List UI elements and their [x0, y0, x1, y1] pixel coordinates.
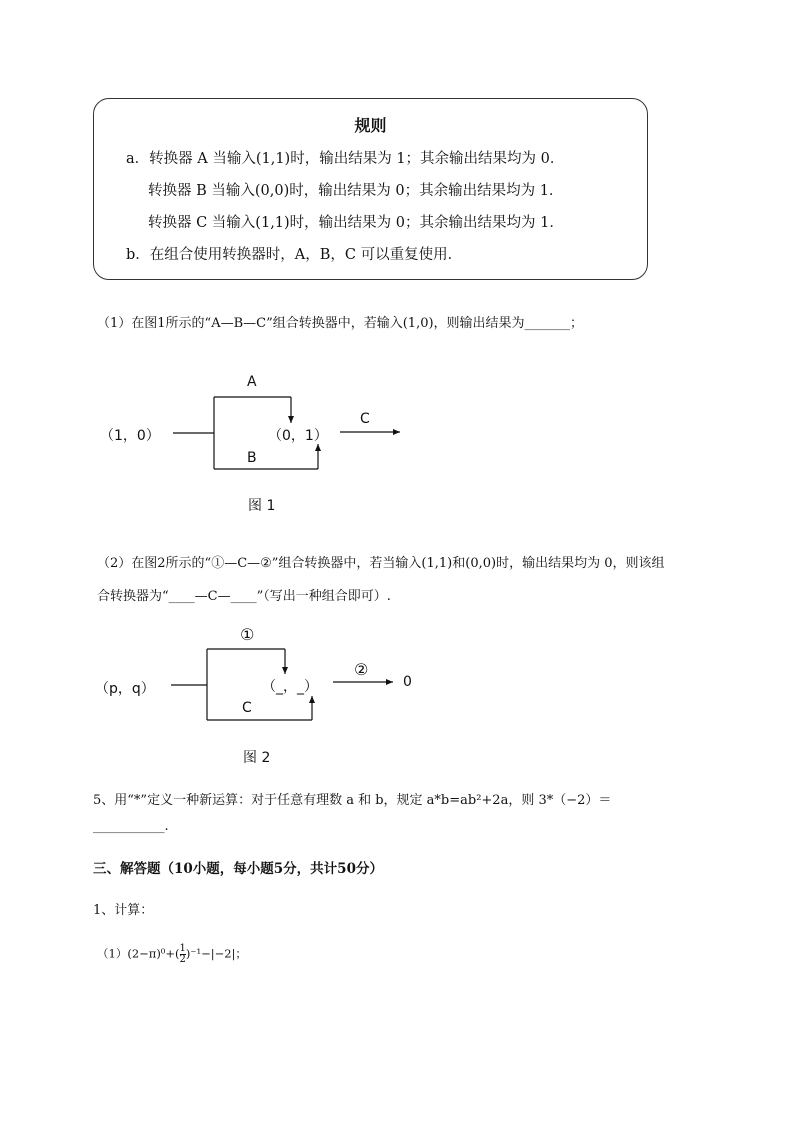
- figure-2-top-label: ①: [240, 625, 255, 644]
- figure-2-output-label: ②: [354, 660, 369, 679]
- part-1-prefix: （1）: [97, 946, 128, 961]
- figure-2-middle: （_，_）: [262, 679, 318, 695]
- expression-part-b: )⁻¹−|−2|；: [185, 946, 247, 961]
- expression-part-a: (2−π)⁰+(: [127, 946, 180, 961]
- rule-a-converter-b: 转换器 B 当输入(0,0)时，输出结果为 0；其余输出结果均为 1．: [148, 183, 564, 199]
- fraction-denominator: 2: [179, 954, 186, 965]
- figure-2-bottom-label: C: [242, 700, 252, 716]
- figure-2-input: （p，q）: [95, 681, 155, 697]
- figure-1-input: （1，0）: [100, 428, 160, 444]
- section-3-question-1: 1、计算：: [93, 903, 154, 918]
- rules-title: 规则: [354, 116, 387, 135]
- fraction-numerator: 1: [179, 943, 186, 954]
- figure-1-caption: 图 1: [248, 498, 276, 514]
- question-1-text: （1）在图1所示的“A—B—C”组合转换器中，若输入(1,0)，则输出结果为_______；: [97, 316, 584, 331]
- question-5-line-2: ___________.: [93, 819, 169, 834]
- figure-1-top-label: A: [247, 374, 257, 390]
- question-5-line-1: 5、用“*”定义一种新运算：对于任意有理数 a 和 b，规定 a*b=ab²+2a，则 3*（−2）＝: [93, 793, 612, 808]
- figure-1-bottom-label: B: [247, 450, 257, 466]
- section-3-question-1-part-1: [97, 944, 247, 965]
- section-3-heading: 三、解答题（10小题，每小题5分，共计50分）: [93, 861, 383, 877]
- rule-a-converter-c: 转换器 C 当输入(1,1)时，输出结果为 0；其余输出结果均为 1．: [148, 215, 564, 231]
- figure-2-caption: 图 2: [243, 750, 271, 766]
- question-2-line-2: 合转换器为“____—C—____”（写出一种组合即可）.: [97, 589, 391, 604]
- question-2-line-1: （2）在图2所示的“①—C—②”组合转换器中，若当输入(1,1)和(0,0)时，输出结果均为 0，则该组: [97, 556, 665, 571]
- rule-a-converter-a: a．转换器 A 当输入(1,1)时，输出结果为 1；其余输出结果均为 0．: [126, 151, 565, 167]
- figure-1-middle: （0，1）: [268, 428, 328, 444]
- figure-1-output-label: C: [360, 411, 370, 427]
- figure-2-output-value: 0: [403, 674, 412, 690]
- rule-b-reuse: b．在组合使用转换器时，A，B，C 可以重复使用．: [126, 247, 463, 263]
